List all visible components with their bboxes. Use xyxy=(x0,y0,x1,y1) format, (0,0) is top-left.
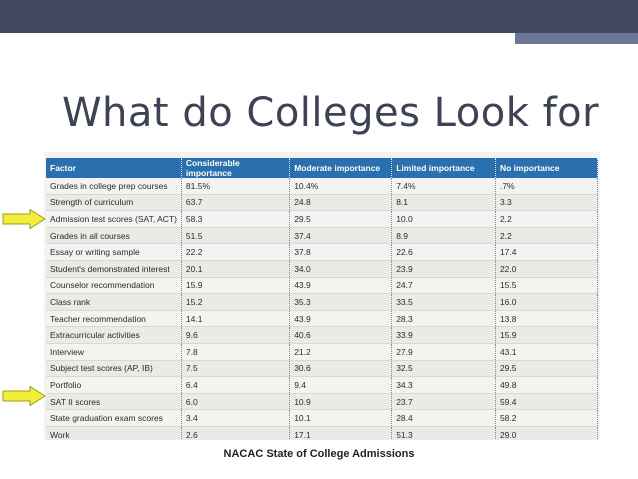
value-cell: 51.3 xyxy=(392,426,496,440)
factor-cell: Student's demonstrated interest xyxy=(46,260,181,277)
factor-cell: SAT II scores xyxy=(46,393,181,410)
factor-cell: State graduation exam scores xyxy=(46,410,181,427)
value-cell: 17.1 xyxy=(290,426,392,440)
table-row xyxy=(46,194,598,211)
arrow-right-icon xyxy=(2,209,46,229)
value-cell: 2.6 xyxy=(181,426,289,440)
source-caption: NACAC State of College Admissions xyxy=(223,448,415,460)
value-cell: 27.9 xyxy=(392,343,496,360)
value-cell: 23.7 xyxy=(392,393,496,410)
importance-table xyxy=(46,158,598,440)
table-row xyxy=(46,277,598,294)
value-cell: 58.2 xyxy=(495,410,597,427)
factor-cell: Class rank xyxy=(46,294,181,311)
value-cell: 22.6 xyxy=(392,244,496,261)
value-cell: 24.8 xyxy=(290,194,392,211)
table-row xyxy=(46,426,598,440)
table-row xyxy=(46,393,598,410)
value-cell: 43.1 xyxy=(495,343,597,360)
table-row xyxy=(46,178,598,194)
value-cell: 30.6 xyxy=(290,360,392,377)
value-cell: 34.3 xyxy=(392,377,496,394)
value-cell: 43.9 xyxy=(290,277,392,294)
value-cell: 17.4 xyxy=(495,244,597,261)
value-cell: 43.9 xyxy=(290,310,392,327)
factor-cell: Essay or writing sample xyxy=(46,244,181,261)
table-row xyxy=(46,244,598,261)
value-cell: 8.9 xyxy=(392,227,496,244)
value-cell: 59.4 xyxy=(495,393,597,410)
value-cell: 29.0 xyxy=(495,426,597,440)
value-cell: 51.5 xyxy=(181,227,289,244)
value-cell: 9.6 xyxy=(181,327,289,344)
top-bar-accent xyxy=(515,33,638,44)
value-cell: 16.0 xyxy=(495,294,597,311)
factor-cell: Admission test scores (SAT, ACT) xyxy=(46,211,181,228)
factor-cell: Grades in college prep courses xyxy=(46,178,181,194)
value-cell: 8.1 xyxy=(392,194,496,211)
value-cell: 35.3 xyxy=(290,294,392,311)
value-cell: 24.7 xyxy=(392,277,496,294)
factor-cell: Strength of curriculum xyxy=(46,194,181,211)
table-header-row xyxy=(46,158,598,178)
factor-cell: Counselor recommendation xyxy=(46,277,181,294)
table-row xyxy=(46,327,598,344)
value-cell: 81.5% xyxy=(181,178,289,194)
value-cell: 2.2 xyxy=(495,227,597,244)
table-row xyxy=(46,310,598,327)
value-cell: 15.2 xyxy=(181,294,289,311)
value-cell: 3.4 xyxy=(181,410,289,427)
factor-cell: Work xyxy=(46,426,181,440)
value-cell: 2.2 xyxy=(495,211,597,228)
arrow-right-icon xyxy=(2,386,46,406)
value-cell: 10.4% xyxy=(290,178,392,194)
value-cell: 9.4 xyxy=(290,377,392,394)
value-cell: 20.1 xyxy=(181,260,289,277)
value-cell: 29.5 xyxy=(495,360,597,377)
value-cell: 15.9 xyxy=(495,327,597,344)
factor-cell: Teacher recommendation xyxy=(46,310,181,327)
value-cell: 37.8 xyxy=(290,244,392,261)
value-cell: 10.9 xyxy=(290,393,392,410)
value-cell: 63.7 xyxy=(181,194,289,211)
value-cell: 15.9 xyxy=(181,277,289,294)
factor-cell: Grades in all courses xyxy=(46,227,181,244)
table-row xyxy=(46,260,598,277)
header-considerable: Considerable importance xyxy=(181,158,289,178)
value-cell: 22.0 xyxy=(495,260,597,277)
header-moderate: Moderate importance xyxy=(290,158,392,178)
value-cell: 29.5 xyxy=(290,211,392,228)
header-limited: Limited importance xyxy=(392,158,496,178)
value-cell: 28.4 xyxy=(392,410,496,427)
value-cell: 14.1 xyxy=(181,310,289,327)
value-cell: 49.8 xyxy=(495,377,597,394)
header-no: No importance xyxy=(495,158,597,178)
value-cell: 6.4 xyxy=(181,377,289,394)
value-cell: 10.1 xyxy=(290,410,392,427)
header-factor: Factor xyxy=(46,158,181,178)
table-row xyxy=(46,227,598,244)
factor-cell: Subject test scores (AP, IB) xyxy=(46,360,181,377)
value-cell: 21.2 xyxy=(290,343,392,360)
value-cell: 7.4% xyxy=(392,178,496,194)
table-row xyxy=(46,410,598,427)
table-row xyxy=(46,360,598,377)
value-cell: 6.0 xyxy=(181,393,289,410)
slide-title: What do Colleges Look for xyxy=(62,90,600,136)
table-row xyxy=(46,294,598,311)
value-cell: 15.5 xyxy=(495,277,597,294)
value-cell: 7.5 xyxy=(181,360,289,377)
value-cell: 33.9 xyxy=(392,327,496,344)
value-cell: 37.4 xyxy=(290,227,392,244)
value-cell: 22.2 xyxy=(181,244,289,261)
table-row xyxy=(46,211,598,228)
value-cell: 10.0 xyxy=(392,211,496,228)
value-cell: 40.6 xyxy=(290,327,392,344)
value-cell: 32.5 xyxy=(392,360,496,377)
value-cell: 23.9 xyxy=(392,260,496,277)
value-cell: 58.3 xyxy=(181,211,289,228)
table-image xyxy=(44,152,600,440)
table-row xyxy=(46,343,598,360)
value-cell: 33.5 xyxy=(392,294,496,311)
top-bar xyxy=(0,0,638,33)
table-row xyxy=(46,377,598,394)
factor-cell: Portfolio xyxy=(46,377,181,394)
factor-cell: Interview xyxy=(46,343,181,360)
value-cell: .7% xyxy=(495,178,597,194)
value-cell: 34.0 xyxy=(290,260,392,277)
value-cell: 3.3 xyxy=(495,194,597,211)
value-cell: 13.8 xyxy=(495,310,597,327)
value-cell: 28.3 xyxy=(392,310,496,327)
factor-cell: Extracurricular activities xyxy=(46,327,181,344)
value-cell: 7.8 xyxy=(181,343,289,360)
